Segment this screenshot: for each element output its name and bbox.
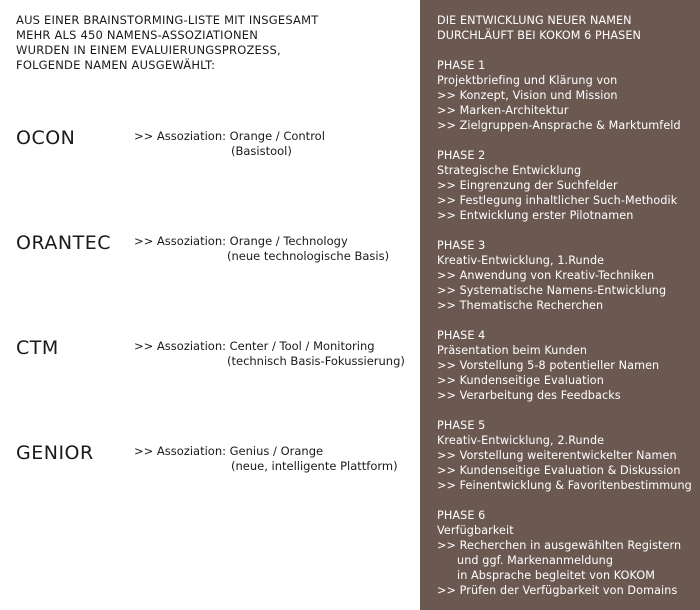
association-text: >> Assoziation: Orange / Control	[134, 129, 325, 143]
phase-line: >> Prüfen der Verfügbarkeit von Domains	[437, 584, 678, 597]
phase-line: >> Zielgruppen-Ansprache & Marktumfeld	[437, 119, 681, 132]
phase-heading: PHASE 1	[437, 59, 486, 72]
intro-line: MEHR ALS 450 NAMENS-ASSOZIATIONEN	[16, 28, 259, 42]
phase-2	[437, 148, 699, 223]
phase-line: und ggf. Markenanmeldung	[457, 554, 614, 567]
phase-line: >> Konzept, Vision und Mission	[437, 89, 618, 102]
intro-line: WURDEN IN EINEM EVALUIERUNGSPROZESS,	[16, 43, 281, 57]
phase-line: Kreativ-Entwicklung, 1.Runde	[437, 254, 605, 267]
phase-heading: PHASE 4	[437, 329, 486, 342]
association-text: >> Assoziation: Genius / Orange	[134, 444, 324, 458]
phase-line: >> Vorstellung weiterentwickelter Namen	[437, 449, 677, 462]
name-title: OCON	[16, 127, 76, 149]
phases-title-line: DIE ENTWICKLUNG NEUER NAMEN	[437, 14, 632, 27]
phase-line: Projektbriefing und Klärung von	[437, 74, 618, 87]
association-note: (technisch Basis-Fokussierung)	[227, 354, 405, 368]
association-note: (neue technologische Basis)	[227, 249, 390, 263]
intro-line: FOLGENDE NAMEN AUSGEWÄHLT:	[16, 58, 216, 72]
name-association	[134, 129, 325, 159]
phase-line: >> Feinentwicklung & Favoritenbestimmung	[437, 479, 692, 492]
phase-line: >> Systematische Namens-Entwicklung	[437, 284, 667, 297]
phases-content	[437, 13, 699, 598]
phase-heading: PHASE 2	[437, 149, 486, 162]
phase-line: Präsentation beim Kunden	[437, 344, 588, 357]
phases-title-line: DURCHLÄUFT BEI KOKOM 6 PHASEN	[437, 29, 641, 42]
name-title: GENIOR	[16, 442, 94, 464]
phase-heading: PHASE 6	[437, 509, 486, 522]
name-title: ORANTEC	[16, 232, 111, 254]
phase-heading: PHASE 3	[437, 239, 486, 252]
phase-5	[437, 418, 699, 493]
phase-line: >> Thematische Recherchen	[437, 299, 604, 312]
phase-line: >> Vorstellung 5-8 potentieller Namen	[437, 359, 660, 372]
association-note: (neue, intelligente Plattform)	[231, 459, 398, 473]
association-text: >> Assoziation: Center / Tool / Monitoring	[134, 339, 375, 353]
name-title: CTM	[16, 337, 59, 359]
phase-4	[437, 328, 699, 403]
phase-line: >> Festlegung inhaltlicher Such-Methodik	[437, 194, 678, 207]
name-association	[134, 234, 389, 264]
phases-title	[437, 13, 699, 43]
phase-line: Kreativ-Entwicklung, 2.Runde	[437, 434, 605, 447]
phase-6	[437, 508, 699, 598]
phase-line: >> Kundenseitige Evaluation & Diskussion	[437, 464, 681, 477]
intro-text	[16, 13, 416, 73]
association-note: (Basistool)	[231, 144, 292, 158]
intro-line: AUS EINER BRAINSTORMING-LISTE MIT INSGESAMT	[16, 13, 319, 27]
phase-line: >> Verarbeitung des Feedbacks	[437, 389, 621, 402]
name-association	[134, 444, 398, 474]
phase-line: Strategische Entwicklung	[437, 164, 582, 177]
phases-panel	[420, 0, 700, 610]
phase-line: Verfügbarkeit	[437, 524, 514, 537]
phase-line: >> Eingrenzung der Suchfelder	[437, 179, 618, 192]
phase-3	[437, 238, 699, 313]
phase-line: >> Anwendung von Kreativ-Techniken	[437, 269, 655, 282]
phase-1	[437, 58, 699, 133]
name-association	[134, 339, 405, 369]
phase-line: >> Entwicklung erster Pilotnamen	[437, 209, 634, 222]
phase-line: >> Marken-Architektur	[437, 104, 569, 117]
phase-heading: PHASE 5	[437, 419, 486, 432]
phase-line: in Absprache begleitet von KOKOM	[457, 569, 655, 582]
phase-line: >> Recherchen in ausgewählten Registern	[437, 539, 682, 552]
phase-line: >> Kundenseitige Evaluation	[437, 374, 604, 387]
association-text: >> Assoziation: Orange / Technology	[134, 234, 348, 248]
